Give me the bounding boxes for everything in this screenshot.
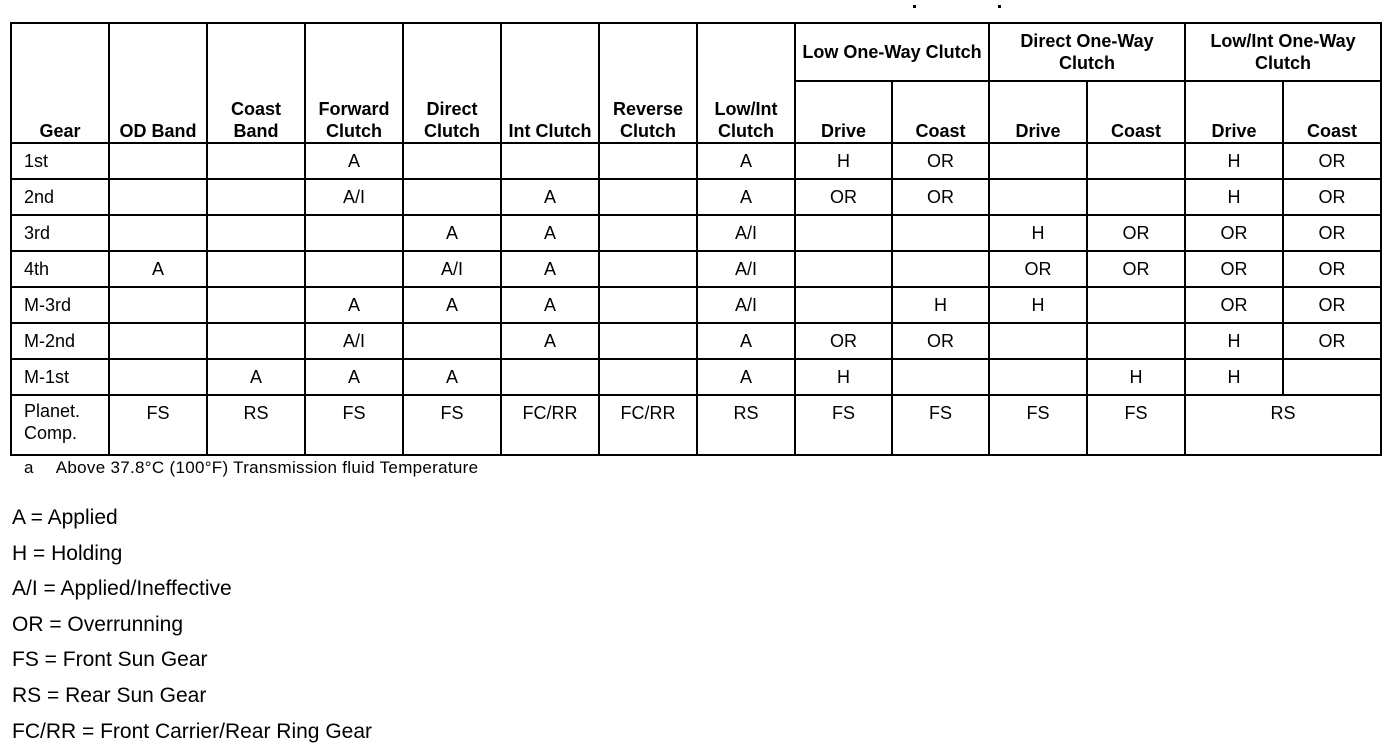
- table-row: [11, 143, 1381, 179]
- header-low-one-way-clutch: Low One-Way Clutch: [795, 23, 989, 81]
- table-cell: [795, 215, 892, 251]
- table-row: [11, 215, 1381, 251]
- table-cell: A/I: [403, 251, 501, 287]
- table-cell: [599, 251, 697, 287]
- table-cell: OR: [1087, 215, 1185, 251]
- table-cell: OR: [1283, 251, 1381, 287]
- table-cell: H: [795, 359, 892, 395]
- header-forward-clutch: Forward Clutch: [305, 23, 403, 143]
- gear-cell: M-2nd: [11, 323, 109, 359]
- table-cell: A: [501, 287, 599, 323]
- table-cell: [599, 179, 697, 215]
- scan-dot: [913, 5, 916, 8]
- subheader-drive: Drive: [989, 81, 1087, 143]
- table-cell: A: [697, 359, 795, 395]
- table-cell: [207, 215, 305, 251]
- table-cell: A: [305, 143, 403, 179]
- table-cell: A: [109, 251, 207, 287]
- table-cell: [599, 359, 697, 395]
- subheader-drive: Drive: [795, 81, 892, 143]
- clutch-application-table: [10, 22, 1382, 456]
- table-cell: A: [403, 215, 501, 251]
- header-gear: Gear: [11, 23, 109, 143]
- table-cell: OR: [1283, 143, 1381, 179]
- header-low-int-one-way-clutch: Low/Int One-Way Clutch: [1185, 23, 1381, 81]
- table-cell: [109, 143, 207, 179]
- table-cell: H: [989, 215, 1087, 251]
- table-cell: OR: [1283, 179, 1381, 215]
- table-cell: OR: [892, 179, 989, 215]
- table-cell: H: [989, 287, 1087, 323]
- table-cell: [207, 323, 305, 359]
- footnote-mark: a: [24, 458, 34, 477]
- table-row: [11, 287, 1381, 323]
- planet-cell: FS: [305, 395, 403, 455]
- table-cell: OR: [1283, 215, 1381, 251]
- table-cell: A: [501, 251, 599, 287]
- planet-cell: RS: [207, 395, 305, 455]
- planet-cell: RS: [697, 395, 795, 455]
- table-cell: [892, 251, 989, 287]
- legend-item: FS = Front Sun Gear: [12, 648, 208, 672]
- table-cell: OR: [892, 143, 989, 179]
- table-cell: [109, 359, 207, 395]
- legend-item: H = Holding: [12, 541, 123, 565]
- subheader-drive: Drive: [1185, 81, 1283, 143]
- table-cell: [1087, 287, 1185, 323]
- table-body: [11, 143, 1381, 395]
- table-cell: H: [1087, 359, 1185, 395]
- table-cell: OR: [1185, 251, 1283, 287]
- table-cell: H: [1185, 179, 1283, 215]
- table-cell: OR: [892, 323, 989, 359]
- table-cell: OR: [1185, 287, 1283, 323]
- planet-cell: FS: [892, 395, 989, 455]
- table-cell: A/I: [697, 287, 795, 323]
- table-cell: A: [403, 359, 501, 395]
- table-cell: H: [892, 287, 989, 323]
- legend-item: A/I = Applied/Ineffective: [12, 577, 232, 601]
- table-cell: A/I: [697, 215, 795, 251]
- table-cell: [501, 359, 599, 395]
- table-cell: [892, 215, 989, 251]
- table-row: [11, 179, 1381, 215]
- legend-item: FC/RR = Front Carrier/Rear Ring Gear: [12, 719, 373, 743]
- footnote: [24, 458, 478, 478]
- legend-item: OR = Overrunning: [12, 612, 183, 636]
- planet-cell: FS: [403, 395, 501, 455]
- planet-cell: FC/RR: [501, 395, 599, 455]
- table-cell: OR: [795, 323, 892, 359]
- table-cell: [989, 359, 1087, 395]
- subheader-coast: Coast: [892, 81, 989, 143]
- table-cell: A: [305, 287, 403, 323]
- gear-cell: 3rd: [11, 215, 109, 251]
- header-od-band: OD Band: [109, 23, 207, 143]
- planet-comp-label: Planet. Comp.: [11, 395, 109, 455]
- table-cell: H: [795, 143, 892, 179]
- header-direct-clutch: Direct Clutch: [403, 23, 501, 143]
- table-cell: [1087, 179, 1185, 215]
- subheader-coast: Coast: [1087, 81, 1185, 143]
- table-cell: OR: [795, 179, 892, 215]
- table-cell: [207, 251, 305, 287]
- header-reverse-clutch: Reverse Clutch: [599, 23, 697, 143]
- table-cell: [305, 215, 403, 251]
- table-cell: [109, 215, 207, 251]
- table-cell: A: [403, 287, 501, 323]
- table-cell: A/I: [697, 251, 795, 287]
- table-cell: [989, 179, 1087, 215]
- legend-item: RS = Rear Sun Gear: [12, 683, 207, 707]
- table-cell: [599, 143, 697, 179]
- gear-cell: 2nd: [11, 179, 109, 215]
- table-cell: A: [697, 323, 795, 359]
- table-cell: [207, 179, 305, 215]
- table-cell: [109, 179, 207, 215]
- table-cell: [795, 251, 892, 287]
- table-cell: [795, 287, 892, 323]
- planet-cell: RS: [1185, 395, 1381, 455]
- table-cell: [599, 215, 697, 251]
- header-coast-band: Coast Band: [207, 23, 305, 143]
- planet-comp-row: [11, 395, 1381, 455]
- table-cell: [599, 287, 697, 323]
- table-cell: A: [501, 323, 599, 359]
- planet-cell: FS: [989, 395, 1087, 455]
- table-cell: [501, 143, 599, 179]
- table-cell: [109, 323, 207, 359]
- table-cell: H: [1185, 143, 1283, 179]
- legend: [12, 500, 372, 749]
- gear-cell: M-1st: [11, 359, 109, 395]
- table-cell: [989, 143, 1087, 179]
- header-int-clutch: Int Clutch: [501, 23, 599, 143]
- table-cell: A: [501, 215, 599, 251]
- table-cell: [403, 323, 501, 359]
- table-cell: [207, 287, 305, 323]
- table-cell: OR: [1283, 287, 1381, 323]
- table-cell: [1087, 143, 1185, 179]
- planet-cell: FS: [795, 395, 892, 455]
- table-cell: A: [697, 179, 795, 215]
- table-cell: A: [501, 179, 599, 215]
- planet-cell: FS: [109, 395, 207, 455]
- gear-cell: M-3rd: [11, 287, 109, 323]
- table-cell: OR: [1087, 251, 1185, 287]
- table-cell: [305, 251, 403, 287]
- footnote-text: Above 37.8°C (100°F) Transmission fluid Temperature: [55, 458, 479, 477]
- gear-cell: 4th: [11, 251, 109, 287]
- gear-cell: 1st: [11, 143, 109, 179]
- header-direct-one-way-clutch: Direct One-Way Clutch: [989, 23, 1185, 81]
- table-cell: [109, 287, 207, 323]
- table-cell: [989, 323, 1087, 359]
- table-row: [11, 251, 1381, 287]
- table-cell: [1283, 359, 1381, 395]
- table-cell: OR: [989, 251, 1087, 287]
- planet-cell: FS: [1087, 395, 1185, 455]
- table-cell: A/I: [305, 179, 403, 215]
- table-cell: [403, 179, 501, 215]
- table-cell: [892, 359, 989, 395]
- header-row: [11, 23, 1381, 81]
- table-cell: [1087, 323, 1185, 359]
- table-cell: A: [697, 143, 795, 179]
- header-low-int-clutch: Low/Int Clutch: [697, 23, 795, 143]
- table-row: [11, 323, 1381, 359]
- table-cell: A/I: [305, 323, 403, 359]
- table-cell: OR: [1283, 323, 1381, 359]
- legend-item: A = Applied: [12, 506, 118, 529]
- table-row: [11, 359, 1381, 395]
- table-cell: H: [1185, 323, 1283, 359]
- table-cell: A: [207, 359, 305, 395]
- table-cell: [207, 143, 305, 179]
- planet-cell: FC/RR: [599, 395, 697, 455]
- table-cell: [599, 323, 697, 359]
- scan-dot: [998, 5, 1001, 8]
- table-cell: [403, 143, 501, 179]
- table-cell: A: [305, 359, 403, 395]
- table-cell: OR: [1185, 215, 1283, 251]
- subheader-coast: Coast: [1283, 81, 1381, 143]
- table-cell: H: [1185, 359, 1283, 395]
